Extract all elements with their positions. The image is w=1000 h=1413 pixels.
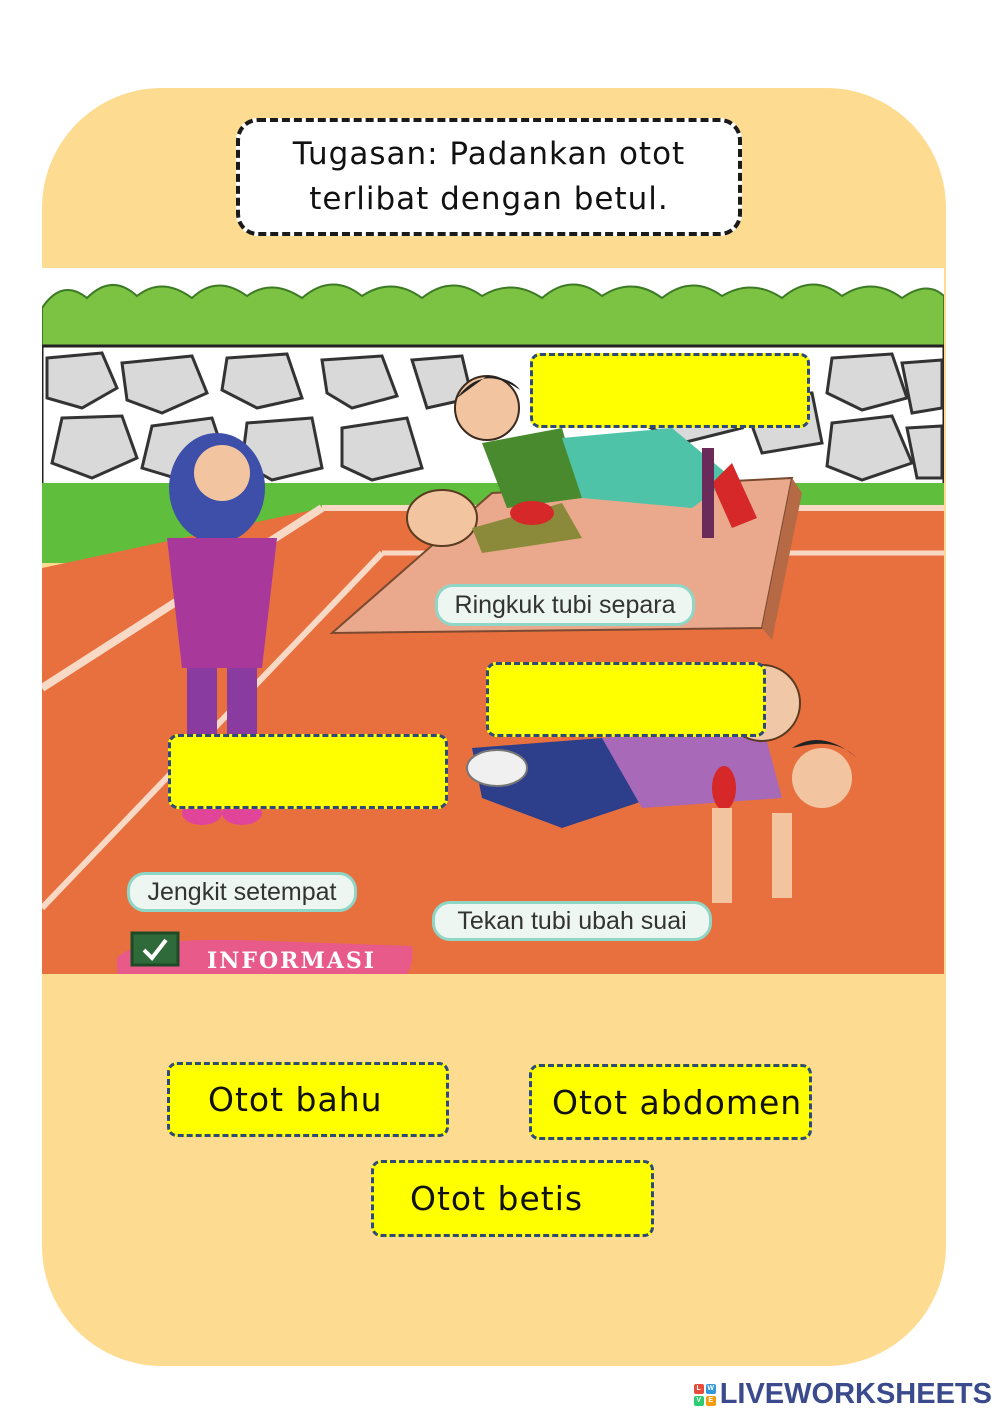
- label-jengkit-setempat: Jengkit setempat: [127, 872, 357, 912]
- task-instruction-box: [236, 118, 742, 236]
- liveworksheets-brand[interactable]: [694, 1378, 992, 1411]
- drop-zone-jengkit[interactable]: [168, 734, 448, 809]
- brand-text: LIVEWORKSHEETS: [719, 1378, 992, 1410]
- task-instruction-text: Tugasan: Padankan otot terlibat dengan betul.: [292, 136, 686, 217]
- answer-otot-bahu[interactable]: Otot bahu: [167, 1062, 449, 1137]
- checkmark-icon: [132, 933, 178, 965]
- answer-otot-betis[interactable]: Otot betis: [371, 1160, 654, 1237]
- drop-zone-tekan-tubi[interactable]: [486, 662, 766, 737]
- answer-otot-abdomen[interactable]: Otot abdomen: [529, 1064, 812, 1140]
- informasi-badge: INFORMASI: [207, 948, 377, 974]
- label-ringkuk-tubi-separa: Ringkuk tubi separa: [435, 584, 695, 626]
- label-tekan-tubi-ubah-suai: Tekan tubi ubah suai: [432, 901, 712, 941]
- drop-zone-ringkuk[interactable]: [530, 353, 810, 428]
- liveworksheets-logo-icon: L W V E: [694, 1384, 716, 1406]
